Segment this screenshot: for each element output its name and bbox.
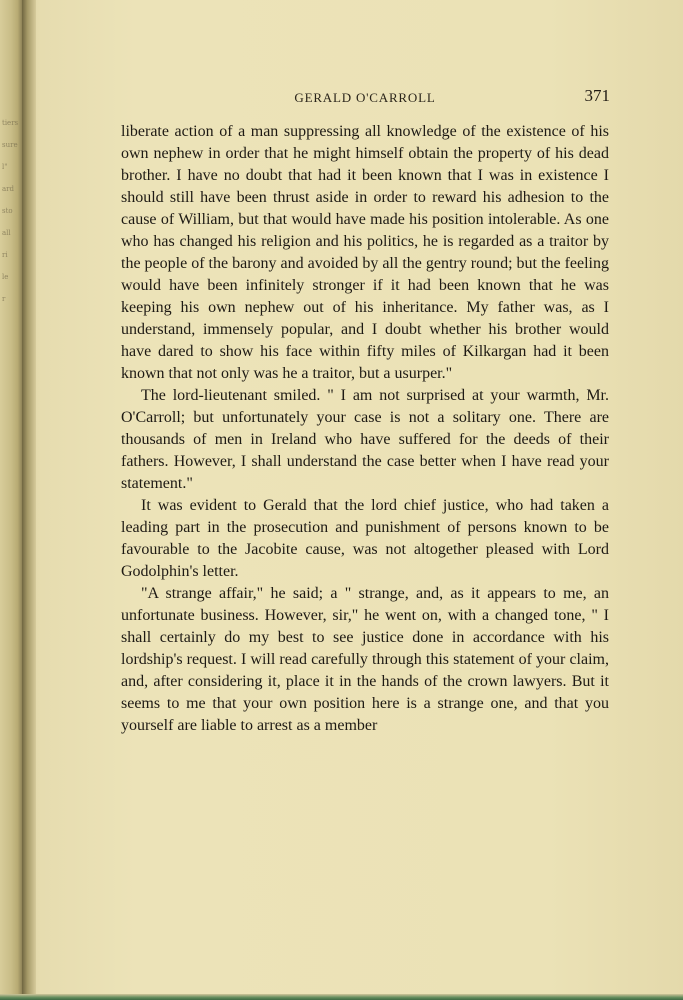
bleed-fragment: sure: [2, 141, 18, 149]
bleed-fragment: tiers: [2, 119, 19, 127]
bleed-fragment: le: [2, 273, 9, 281]
paragraph: liberate action of a man suppressing all knowledge of the existence of his own nephew in order that he might himself obtain the property of his dead brother. I have no doubt that had it been known that I was in existence I should still have been thrust aside in order to reward his adhesion to the cause of William, but that would have made his position intolerable. As one who has changed his religion and his politics, he is regarded as a traitor by the people of the barony and avoided by all the gentry round; but the feeling would have been infinitely stronger if it had been known that he was keeping his own nephew out of his inheritance. My father was, as I understand, immensely popular, and I doubt whether his brother would have dared to show his face within fifty miles of Kilkargan had it been known that not only was he a traitor, but a usurper.": [121, 123, 609, 382]
running-head: GERALD O'CARROLL: [294, 90, 436, 105]
paragraph: It was evident to Gerald that the lord chief justice, who had taken a leading part in the prosecution and punishment of persons known to be favourable to the Jacobite cause, was not altogether pleased with Lord Godolphin's letter.: [121, 497, 609, 580]
paragraph: The lord-lieutenant smiled. " I am not surprised at your warmth, Mr. O'Carroll; but unfortunately your case is not a solitary one. There are thousands of men in Ireland who have suffered for the deeds of their fathers. However, I shall understand the case better when I have read your statement.": [121, 387, 609, 492]
page-header: [120, 86, 610, 110]
bleed-fragment: ard: [2, 185, 15, 193]
page-number: 371: [584, 86, 610, 105]
facing-page-bleed-through: [2, 112, 20, 310]
bleed-fragment: l": [2, 163, 8, 171]
bleed-fragment: sto: [2, 207, 13, 215]
bleed-fragment: all: [2, 229, 11, 237]
bleed-fragment: ri: [2, 251, 8, 259]
body-text: [121, 121, 609, 737]
page-bottom-edge: [0, 994, 683, 1000]
bleed-fragment: r: [2, 295, 6, 303]
binding-fold-shadow: [22, 0, 36, 1000]
paragraph: "A strange affair," he said; a " strange, and, as it appears to me, an unfortunate business. However, sir," he went on, with a changed tone, " I shall certainly do my best to see justice done in accordance with his lordship's request. I will read carefully through this statement of your claim, and, after considering it, place it in the hands of the crown lawyers. But it seems to me that your own position here is a strange one, and that you yourself are liable to arrest as a member: [121, 585, 609, 734]
